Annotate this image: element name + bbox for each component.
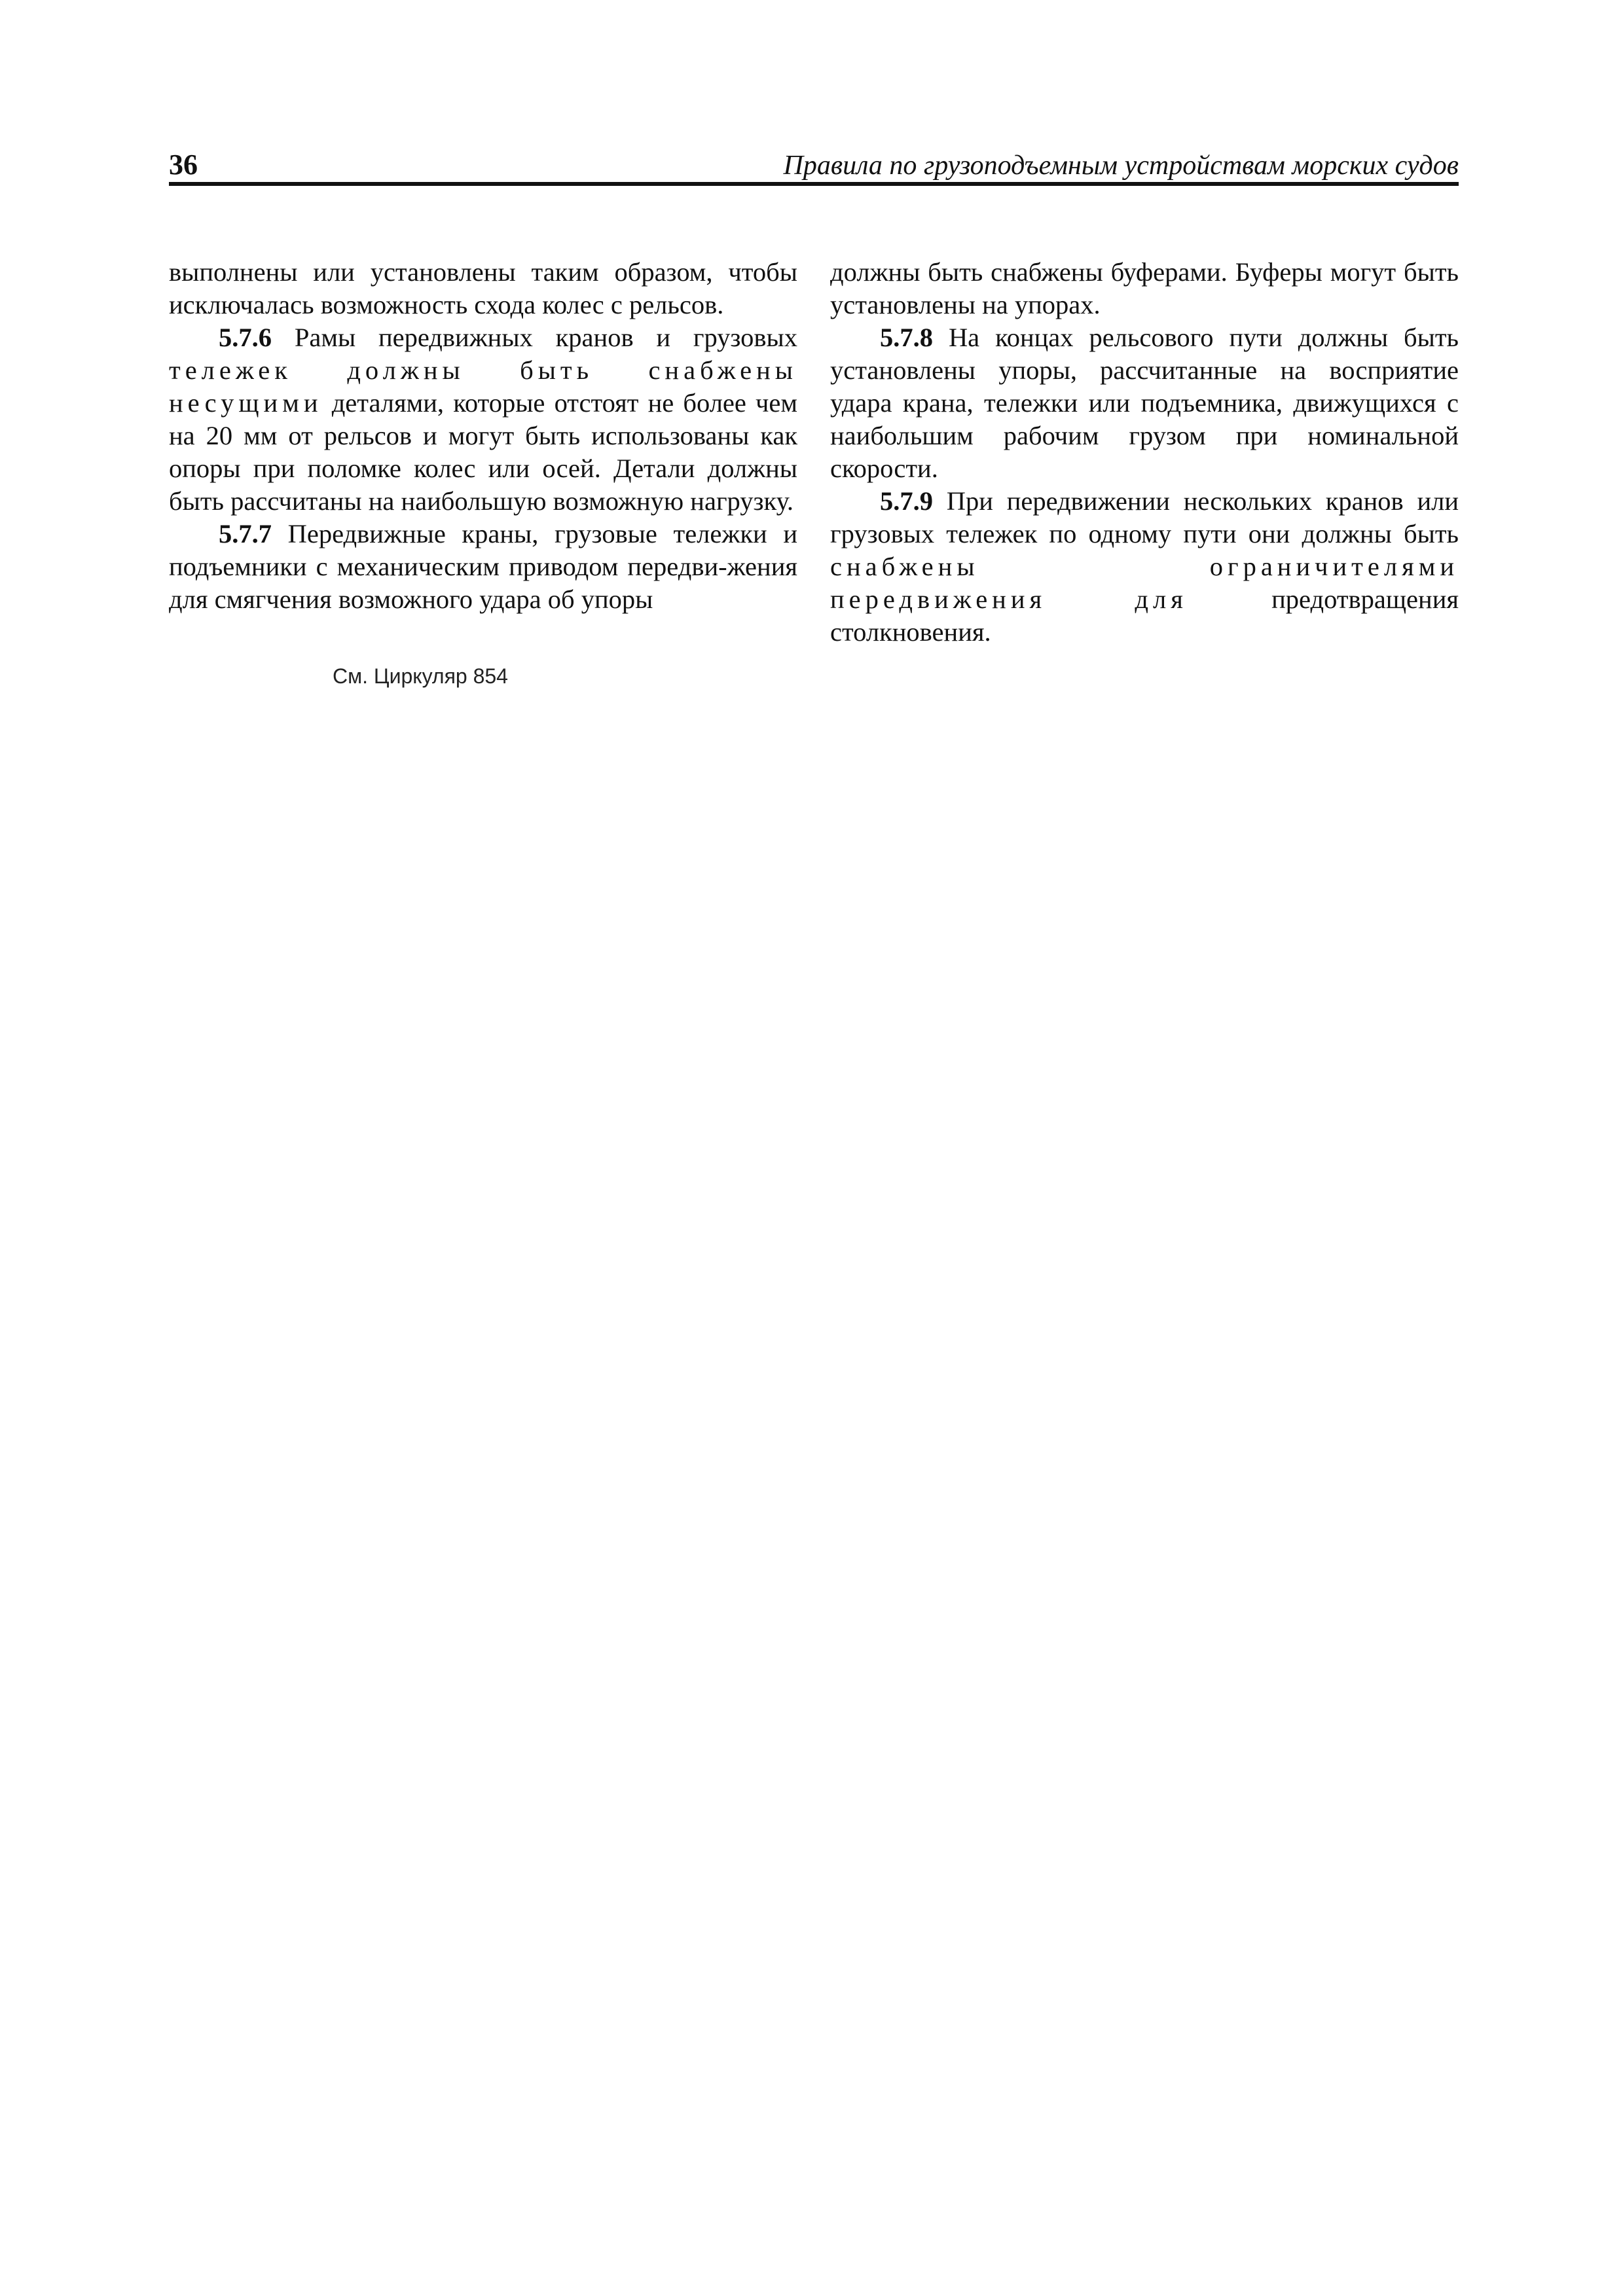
paragraph-text: выполнены или установлены таким образом, чтобы исключалась возможность схода колес с рельсов. [169,257,797,319]
paragraph-text-line1: Рамы передвижных кранов и грузовых [294,323,798,352]
paragraph-text-line1: При передвижении нескольких кранов или грузовых тележек по одному пути они должны быть [830,486,1459,548]
paragraph-text-rest: деталями, которые отстоят не более чем на 20 мм от рельсов и могут быть использованы как опоры при поломке колес или осей. Детали должны быть рассчитаны на наибольшую возможную нагрузку. [169,388,798,516]
paragraph-5-7-9 [830,485,1459,649]
clause-number: 5.7.6 [219,323,272,352]
page-header [169,143,1459,186]
paragraph-text-rest: предотвращения столкновения. [830,584,1459,647]
paragraph-5-7-6 [169,321,797,518]
right-column [830,256,1459,649]
clause-number: 5.7.9 [880,486,933,516]
paragraph-continuation [169,256,797,321]
paragraph-5-7-8 [830,321,1459,485]
paragraph-text: должны быть снабжены буферами. Буферы могут быть установлены на упорах. [830,257,1459,319]
paragraph-text-line2: тележек должны быть снабжены несущими [169,355,797,418]
clause-number: 5.7.7 [219,519,272,548]
running-title: Правила по грузоподъемным устройствам морских судов [783,151,1459,181]
paragraph-text: На концах рельсового пути должны быть установлены упоры, рассчитанные на восприятие удара крана, тележки или подъемника, движущихся с наибольшим рабочим грузом при номинальной скорости. [830,323,1459,483]
page-number: 36 [169,149,198,181]
paragraph-text-line2: снабжены ограничителями передвижения для [830,552,1459,614]
paragraph-5-7-7 [169,518,797,616]
clause-number: 5.7.8 [880,323,933,352]
left-column [169,256,797,616]
paragraph-text: Передвижные краны, грузовые тележки и подъемники с механическим приводом передви-жения для смягчения возможного удара об упоры [169,519,798,614]
paragraph-continuation [830,256,1459,321]
circular-reference-note: См. Циркуляр 854 [333,664,508,688]
